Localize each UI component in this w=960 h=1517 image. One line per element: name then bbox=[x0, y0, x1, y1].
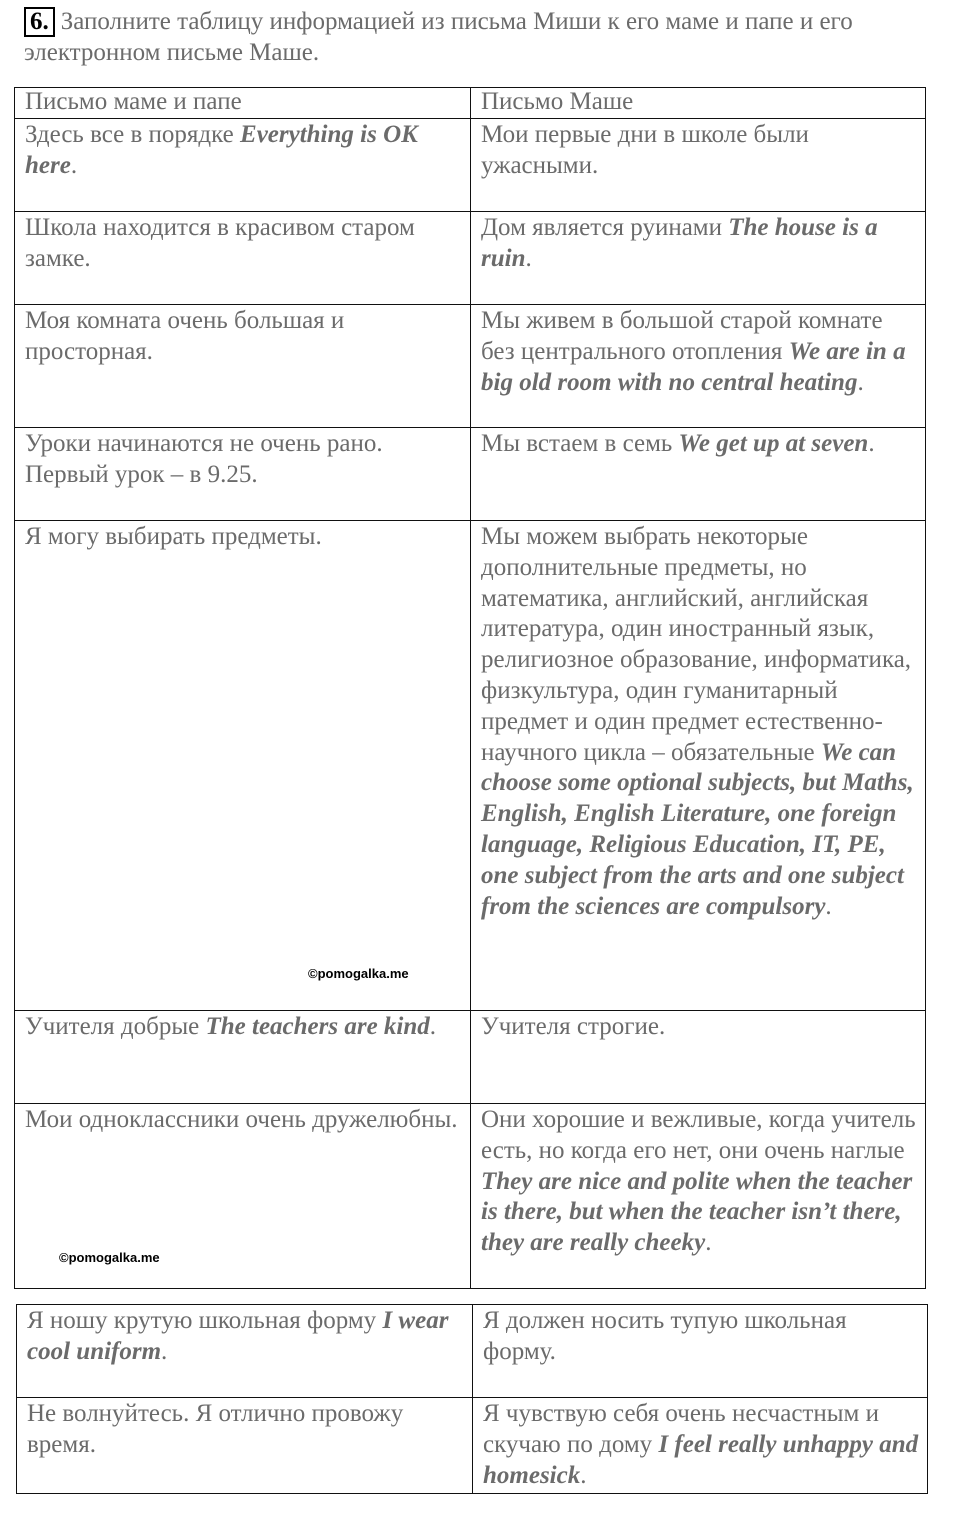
cell-left: Уроки начинаются не очень рано. Первый урок – в 9.25. bbox=[15, 428, 471, 521]
cell-right: Мы живем в большой старой комнате без центрального отопления We are in a big old room with no central heating. bbox=[471, 305, 926, 428]
cell-left: Моя комната очень большая и просторная. bbox=[15, 305, 471, 428]
task-number: 6. bbox=[24, 7, 55, 37]
cell-left: Я могу выбирать предметы. bbox=[15, 521, 471, 1011]
table-row bbox=[17, 1398, 928, 1494]
cell-right: Я должен носить тупую школьная форму. bbox=[473, 1305, 928, 1398]
table-header-row bbox=[15, 88, 926, 119]
cell-left: Мои одноклассники очень дружелюбны. bbox=[15, 1104, 471, 1289]
table-row bbox=[15, 119, 926, 212]
table-row bbox=[15, 1011, 926, 1104]
letters-table-continued bbox=[16, 1304, 928, 1494]
table-row bbox=[15, 521, 926, 1011]
cell-left: Не волнуйтесь. Я отлично провожу время. bbox=[17, 1398, 473, 1494]
watermark: ©pomogalka.me bbox=[59, 1250, 160, 1265]
header-letter-parents: Письмо маме и папе bbox=[15, 88, 471, 119]
cell-right: Дом является руинами The house is a ruin. bbox=[471, 212, 926, 305]
cell-left: Я ношу крутую школьная форму I wear cool uniform. bbox=[17, 1305, 473, 1398]
cell-right: Мои первые дни в школе были ужасными. bbox=[471, 119, 926, 212]
cell-right: Я чувствую себя очень несчастным и скучаю по дому I feel really unhappy and homesick. bbox=[473, 1398, 928, 1494]
cell-right: Они хорошие и вежливые, когда учитель есть, но когда его нет, они очень наглые They are nice and polite when the teacher is there, but when the teacher isn’t there, they are really cheeky. bbox=[471, 1104, 926, 1289]
cell-right: Мы встаем в семь We get up at seven. bbox=[471, 428, 926, 521]
table-row bbox=[15, 428, 926, 521]
table-row bbox=[15, 305, 926, 428]
header-letter-masha: Письмо Маше bbox=[471, 88, 926, 119]
table-row bbox=[15, 212, 926, 305]
cell-left: Учителя добрые The teachers are kind. bbox=[15, 1011, 471, 1104]
cell-left: Школа находится в красивом старом замке. bbox=[15, 212, 471, 305]
cell-left: Здесь все в порядке Everything is OK here. bbox=[15, 119, 471, 212]
task-instruction bbox=[24, 6, 934, 68]
table-row bbox=[17, 1305, 928, 1398]
task-text: Заполните таблицу информацией из письма Миши к его маме и папе и его электронном письме Маше. bbox=[24, 8, 853, 66]
cell-right: Учителя строгие. bbox=[471, 1011, 926, 1104]
letters-table bbox=[14, 87, 926, 1289]
cell-right: Мы можем выбрать некоторые дополнительные предметы, но математика, английский, английская литература, один иностранный язык, религиозное образование, информатика, физкультура, один гуманитарный предмет и один предмет естественно-научного цикла – обязательные We can choose some optional subjects, but Maths, English, English Literature, one foreign language, Religious Education, IT, PE, one subject from the arts and one subject from the sciences are compulsory. bbox=[471, 521, 926, 1011]
watermark: ©pomogalka.me bbox=[308, 966, 409, 981]
